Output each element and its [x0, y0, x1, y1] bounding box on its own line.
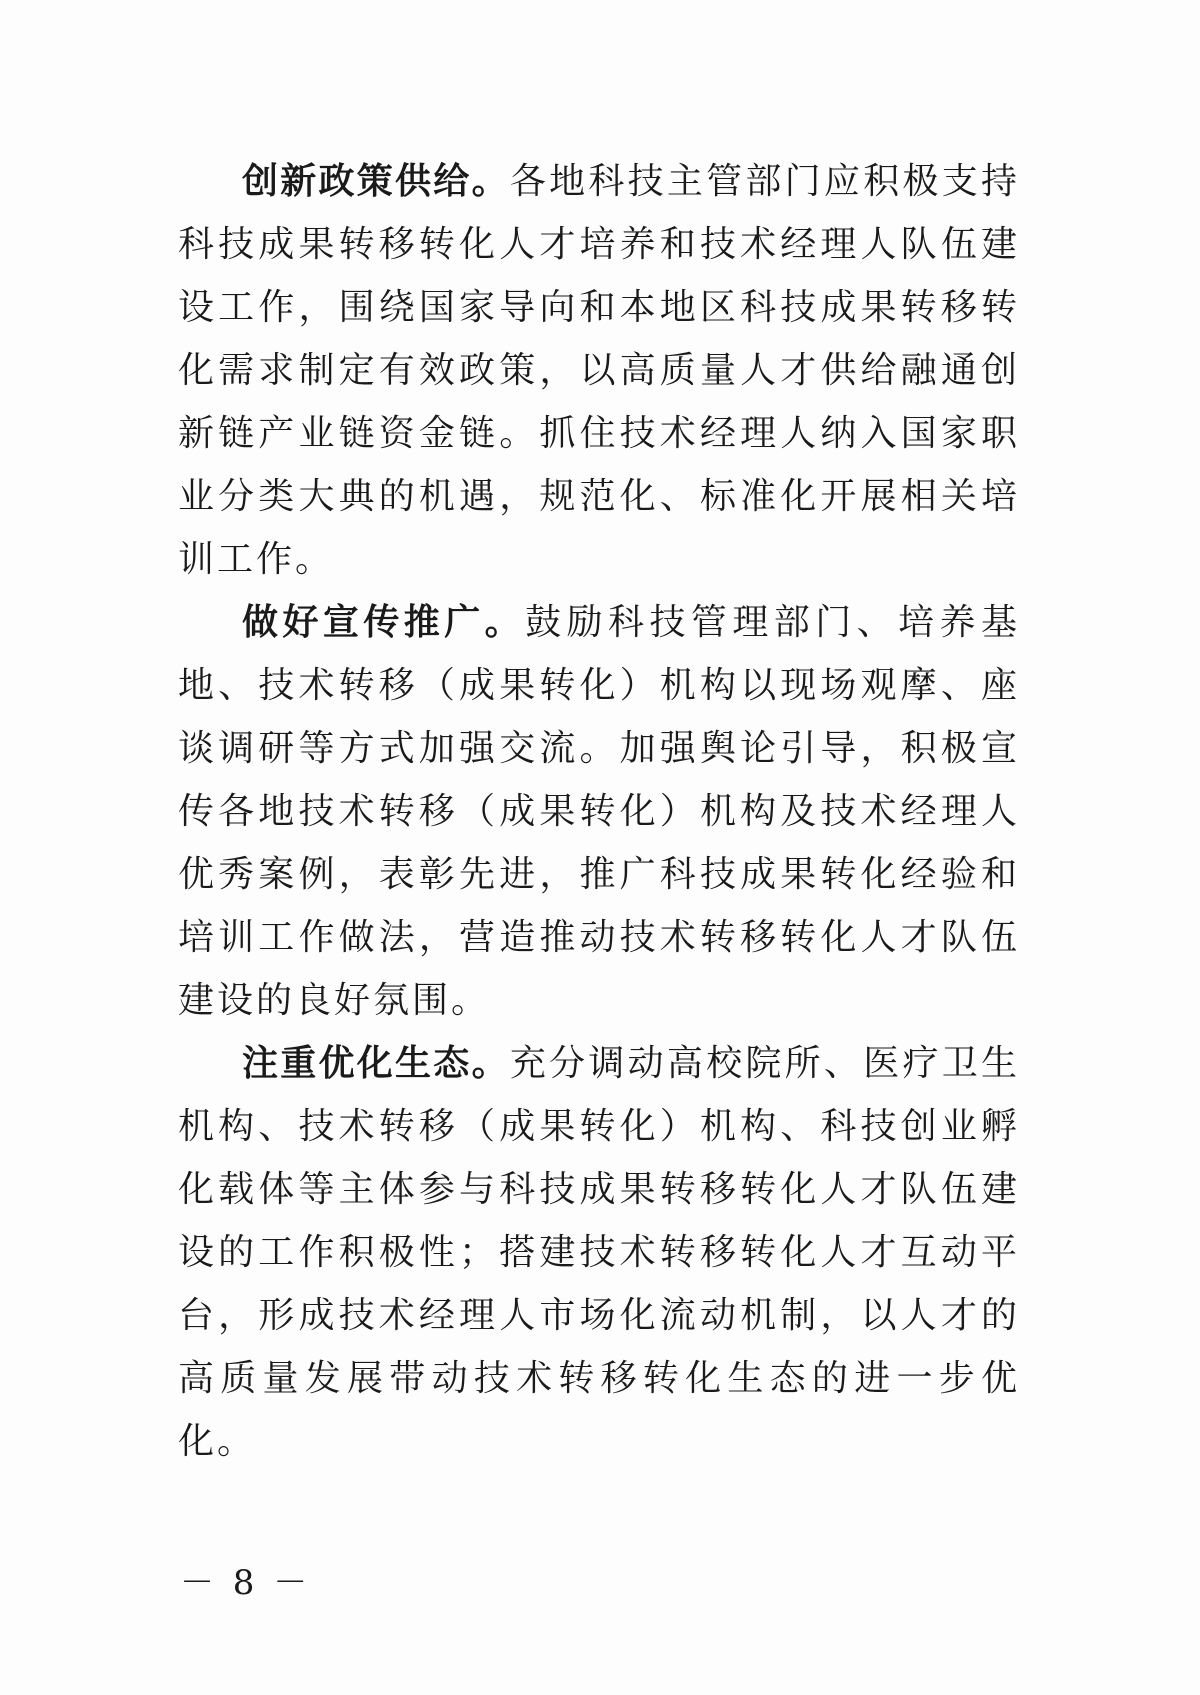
paragraph-heading: 创新政策供给。 — [242, 161, 510, 202]
document-body — [178, 150, 1020, 1473]
paragraph-policy-supply — [178, 150, 1020, 591]
paragraph-heading: 做好宣传推广。 — [242, 602, 526, 643]
paragraph-ecosystem — [178, 1032, 1020, 1473]
paragraph-text: 鼓励科技管理部门、培养基地、技术转移（成果转化）机构以现场观摩、座谈调研等方式加强交流。加强舆论引导，积极宣传各地技术转移（成果转化）机构及技术经理人优秀案例，表彰先进，推广科技成果转化经验和培训工作做法，营造推动技术转移转化人才队伍建设的良好氛围。 — [178, 602, 1020, 1021]
paragraph-heading: 注重优化生态。 — [242, 1043, 510, 1084]
page-number: － 8 － — [180, 1563, 312, 1603]
paragraph-publicity — [178, 591, 1020, 1032]
paragraph-text: 充分调动高校院所、医疗卫生机构、技术转移（成果转化）机构、科技创业孵化载体等主体参与科技成果转移转化人才队伍建设的工作积极性；搭建技术转移转化人才互动平台，形成技术经理人市场化流动机制，以人才的高质量发展带动技术转移转化生态的进一步优化。 — [178, 1043, 1020, 1462]
paragraph-text: 各地科技主管部门应积极支持科技成果转移转化人才培养和技术经理人队伍建设工作，围绕国家导向和本地区科技成果转移转化需求制定有效政策，以高质量人才供给融通创新链产业链资金链。抓住技术经理人纳入国家职业分类大典的机遇，规范化、标准化开展相关培训工作。 — [178, 161, 1020, 580]
